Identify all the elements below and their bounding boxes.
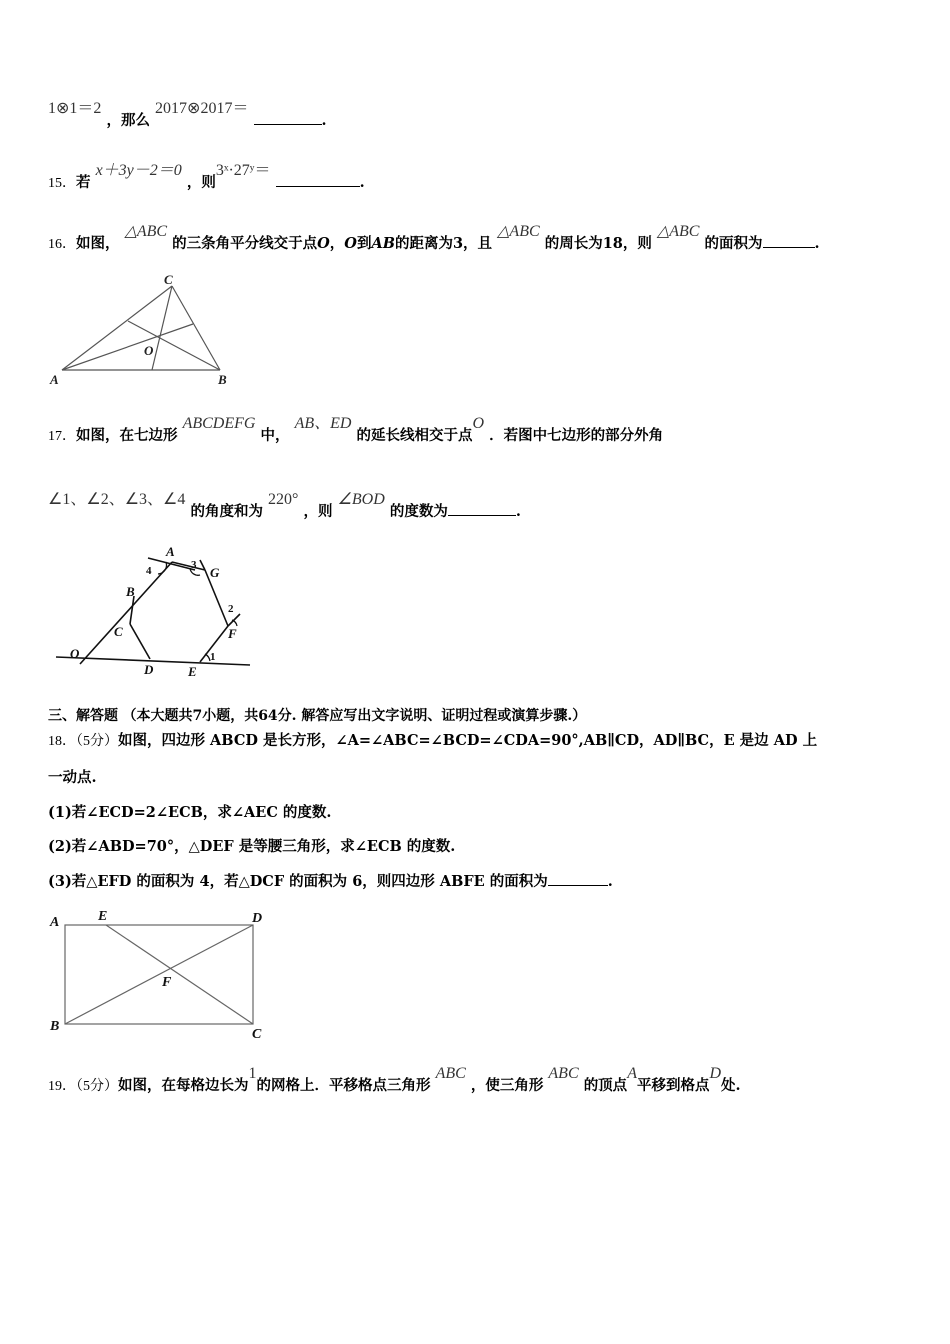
fig17-side-cd <box>130 624 150 659</box>
q16-text-3: 的周长为18，则 <box>544 235 652 252</box>
fig18-line-ec <box>106 925 253 1024</box>
q18-part-1 <box>48 803 331 823</box>
q17-end: . <box>515 503 521 520</box>
q17-text-2: 的延长线相交于点 <box>356 427 473 444</box>
q19-end: 处. <box>721 1077 741 1094</box>
q19-one: 1 <box>248 1065 257 1082</box>
fig17-label-f: F <box>228 626 237 641</box>
fig17-label-b: B <box>126 584 135 599</box>
q17-text-5: ，则 <box>303 503 333 520</box>
q19-line <box>48 1065 741 1097</box>
q17-number: 17． <box>48 429 76 444</box>
q16-to: 到 <box>356 235 372 252</box>
fig17-label-a: A <box>166 544 175 559</box>
q15-number: 15． <box>48 176 76 191</box>
q17-angles: ∠1、∠2、∠3、∠4 <box>48 491 186 508</box>
q16-point-o2: O <box>344 235 357 252</box>
fig17-label-d: D <box>144 662 154 677</box>
q17-line-2 <box>48 491 521 522</box>
q14-end: . <box>321 112 327 129</box>
fig16-label-a: A <box>50 372 59 387</box>
q16-number: 16． <box>48 237 76 252</box>
q15-expr: 3ˣ·27ʸ＝ <box>215 162 271 179</box>
q16-text-4: 的面积为 <box>704 235 763 252</box>
q19-text-3: 的顶点 <box>583 1077 628 1094</box>
q19-triangle-1: ABC <box>435 1065 466 1082</box>
q16-text-1: 的三条角平分线交于点 <box>172 235 318 252</box>
fig17-ext-f <box>228 614 240 626</box>
q14-expr-right: 2017⊗2017＝ <box>155 100 249 117</box>
fig17-angle-4: 4 <box>146 565 152 577</box>
q18-part-3-text: (3)若△EFD 的面积为 4，若△DCF 的面积为 6，则四边形 ABFE 的面积为 <box>48 873 548 890</box>
q16-answer-blank[interactable] <box>763 233 815 248</box>
q17-degree: 220° <box>268 491 299 508</box>
q17-text-4: 的角度和为 <box>190 503 263 520</box>
fig16-label-c: C <box>164 272 173 287</box>
q18-answer-blank[interactable] <box>548 871 608 886</box>
section-3-title: 三、解答题 <box>48 708 118 724</box>
q18-part-2 <box>48 837 455 857</box>
q17-point-o: O <box>472 415 485 432</box>
fig18-line-bd <box>65 925 253 1024</box>
q17-text-1: 中， <box>260 427 290 444</box>
fig18-label-c: C <box>252 1027 262 1042</box>
q17-polygon: ABCDEFG <box>182 415 256 432</box>
fig18-label-d: D <box>252 911 263 926</box>
q17-angle-bod: ∠BOD <box>337 491 385 508</box>
q14-answer-blank[interactable] <box>254 110 322 125</box>
q16-line <box>48 223 820 255</box>
fig16-triangle-diagram <box>44 272 244 392</box>
fig16-bisector-a <box>62 324 193 370</box>
q16-segment-ab: AB <box>371 235 395 252</box>
q19-text-1: 的网格上．平移格点三角形 <box>256 1077 431 1094</box>
fig17-ext-a <box>148 558 195 570</box>
q19-score: （5分） <box>76 1079 118 1094</box>
q14-sep: ，那么 <box>106 112 150 129</box>
q18-end: . <box>607 873 613 890</box>
q15-end: . <box>359 174 365 191</box>
fig17-line-oa <box>80 562 172 664</box>
fig18-label-b: B <box>50 1019 60 1034</box>
q15-pre: 若 <box>76 174 91 191</box>
fig17-arc-4 <box>158 562 167 574</box>
q14-line <box>48 100 327 131</box>
q19-number: 19． <box>48 1079 76 1094</box>
q16-end: . <box>814 235 820 252</box>
q15-equation: x＋3y－2＝0 <box>95 162 182 179</box>
q16-point-o1: O <box>317 235 330 252</box>
q19-text-4: 平移到格点 <box>636 1077 710 1094</box>
q16-triangle-3: △ABC <box>656 223 700 240</box>
fig18-label-a: A <box>50 915 60 930</box>
q16-text-2: 的距离为3，且 <box>394 235 493 252</box>
q18-text-2: 一动点. <box>48 769 97 786</box>
q18-line-1 <box>48 731 817 752</box>
q15-answer-blank[interactable] <box>276 172 360 187</box>
fig17-label-c: C <box>114 624 123 639</box>
fig17-angle-2: 2 <box>228 603 234 615</box>
q19-text-2: ，使三角形 <box>470 1077 544 1094</box>
q19-point-a: A <box>627 1065 637 1082</box>
fig18-label-e: E <box>98 909 108 924</box>
q17-answer-blank[interactable] <box>448 501 516 516</box>
q14-expr-left: 1⊗1＝2 <box>48 100 102 117</box>
q18-part-1-text: (1)若∠ECD=2∠ECB，求∠AEC 的度数. <box>48 804 332 821</box>
q16-triangle-1: △ABC <box>124 223 168 240</box>
q19-point-d: D <box>709 1065 722 1082</box>
fig18-rectangle-diagram <box>44 904 274 1044</box>
fig17-label-o: O <box>70 646 80 661</box>
q15-line <box>48 162 365 194</box>
q18-text-1: 如图，四边形 ABCD 是长方形，∠A=∠ABC=∠BCD=∠CDA=90°,AB∥CD，AD∥BC，E 是边 AD 上 <box>118 732 818 749</box>
fig16-label-b: B <box>218 372 227 387</box>
q18-line-2 <box>48 768 97 788</box>
q16-comma: ， <box>329 235 345 252</box>
q18-part-2-text: (2)若∠ABD=70°，△DEF 是等腰三角形，求∠ECB 的度数. <box>48 838 456 855</box>
q17-line-1 <box>48 415 664 447</box>
q17-text-6: 的度数为 <box>389 503 448 520</box>
section-3-desc: （本大题共7小题，共64分. 解答应写出文字说明、证明过程或演算步骤.） <box>122 708 587 724</box>
fig17-side-bc <box>130 596 134 624</box>
q19-triangle-2: ABC <box>548 1065 579 1082</box>
fig17-label-e: E <box>188 664 197 679</box>
q18-part-3 <box>48 871 613 892</box>
fig17-angle-1: 1 <box>210 651 216 663</box>
q16-pre: 如图， <box>76 235 120 252</box>
fig16-label-o: O <box>144 343 154 358</box>
q19-pre: 如图，在每格边长为 <box>118 1077 249 1094</box>
fig17-heptagon-diagram <box>50 542 255 684</box>
q17-pre: 如图，在七边形 <box>76 427 178 444</box>
q18-score: （5分） <box>76 734 118 749</box>
section-3-header <box>48 706 586 726</box>
q15-sep: ，则 <box>186 174 216 191</box>
fig18-label-f: F <box>162 975 172 990</box>
q16-triangle-2: △ABC <box>497 223 540 240</box>
fig17-label-g: G <box>210 565 220 580</box>
q18-number: 18． <box>48 734 76 749</box>
q17-lines: AB、ED <box>294 415 352 432</box>
fig17-angle-3: 3 <box>191 559 197 571</box>
q17-text-3: ．若图中七边形的部分外角 <box>489 427 664 444</box>
